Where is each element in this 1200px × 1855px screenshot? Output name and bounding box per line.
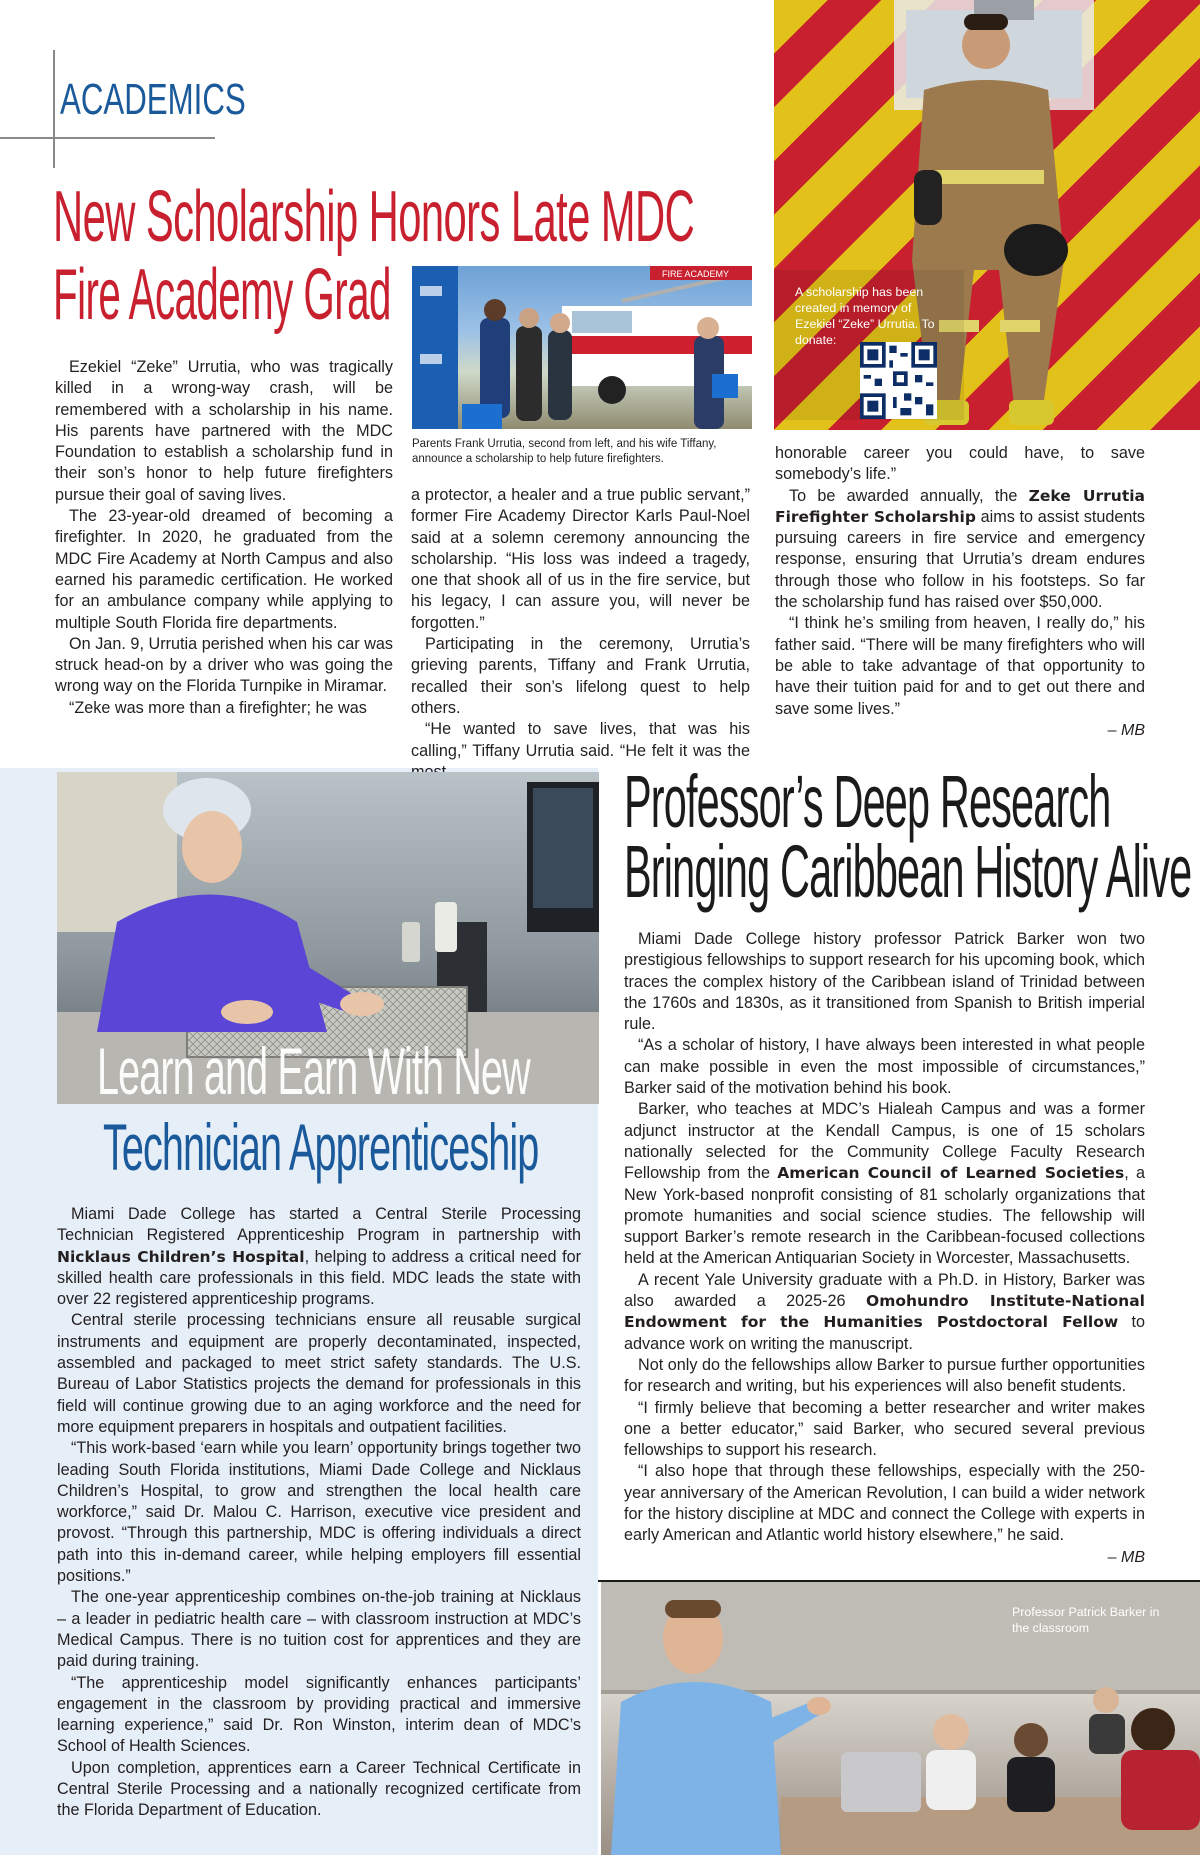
article1-paragraph (775, 486, 1145, 614)
qr-code-icon (860, 342, 937, 419)
article1-column2 (411, 485, 750, 783)
article1-paragraph: On Jan. 9, Urrutia perished when his car was struck head-on by a driver who was going the wrong way on the Florida Turnpike in Miramar. (55, 634, 393, 696)
article2-paragraph: “The apprenticeship model significantly enhances participants’ engagement in the classroom by providing practical and immersive learning experience,” said Dr. Ron Winston, interim dean of MDC’s School of Health Sciences. (57, 1673, 581, 1756)
firefighter-portrait (774, 0, 1200, 430)
article1-title-line2: Fire Academy Grad (53, 255, 391, 335)
article1-paragraph: “He wanted to save lives, that was his calling,” Tiffany Urrutia said. “He felt it was the (411, 720, 750, 760)
classroom-photo-caption: Professor Patrick Barker in the classroom (1012, 1605, 1160, 1635)
donate-qr-code[interactable] (860, 342, 937, 419)
portrait-caption: A scholarship has been created in memory of Ezekiel “Zeke” Urrutia. To donate: (795, 285, 935, 347)
section-label: ACADEMICS (60, 75, 246, 124)
partner-name: Nicklaus Children’s Hospital (57, 1247, 305, 1266)
article1-paragraph: The 23-year-old dreamed of becoming a firefighter. In 2020, he graduated from the MDC Fire Academy at North Campus and also earned his paramedic certification. He worked for an ambulance company while applying to multiple South Florida fire departments. (55, 507, 393, 632)
article3-paragraph: “As a scholar of history, I have always been interested in what people can make possible in even the most impossible of circumstances,” Barker said of the motivation behind his book. (624, 1036, 1145, 1098)
firefighter-illustration (774, 0, 1200, 430)
fellowship-org: American Council of Learned Societies (777, 1164, 1125, 1183)
article3-paragraph (624, 1099, 1145, 1269)
text-run: Barker, who teaches at MDC’s Hialeah Campus and was a former adjunct instructor at the Kendall Campus, is one of 15 scholars nationally selected for the Community College Faculty Research Fellowship from the (624, 1100, 1145, 1183)
text-run: , helping to address a critical need for skilled health care professionals in this field. MDC leads the state with over 22 registered apprenticeship programs. (57, 1247, 582, 1309)
article1-signature: – MB (1107, 721, 1145, 739)
scholarship-name: Zeke Urrutia Firefighter Scholarship (775, 486, 1145, 526)
text-run: aims to assist students pursuing careers in fire service and emergency response, ensuring that Urrutia’s dream endures through those who follow in his footsteps. So far the scholarship fund has raised over $50,000. (775, 507, 1145, 612)
article3-paragraph: “I firmly believe that becoming a better researcher and writer makes one a better educator,” said Barker, who secured several previous fellowships to support his research. (624, 1398, 1145, 1460)
article1-paragraph: Ezekiel “Zeke” Urrutia, who was tragically killed in a wrong-way crash, will be remembered with a scholarship in his name. His parents have partnered with the MDC Foundation to establish a scholarship fund in their son’s honor to help future firefighters pursue their goal of saving lives. (55, 358, 393, 504)
article1-title-line1: New Scholarship Honors Late MDC (53, 177, 695, 257)
article3-signature: – MB (1107, 1548, 1145, 1566)
article2-paragraph (57, 1204, 581, 1310)
article1-paragraph: “Zeke was more than a firefighter; he was (69, 698, 367, 717)
article1-paragraph: a protector, a healer and a true public servant,” former Fire Academy Director Karls Paul-Noel said at a solemn ceremony announcing the scholarship. “His loss was indeed a tragedy, one that shook all of us in the fire service, but his legacy, I can assure you, will never be forgotten.” (411, 486, 750, 632)
ceremony-photo (412, 266, 752, 429)
text-run: Miami Dade College has started a Central Sterile Processing Technician Registered Apprenticeship Program in partnership with (57, 1205, 581, 1245)
section-rule-vertical (53, 50, 55, 168)
text-run: , a New York-based nonprofit consisting of 81 scholarly organizations that promote humanities and social science studies. The fellowship will support Barker’s remote research in the Caribbean-focused collections held at the American Antiquarian Society in Worcester, Massachusetts. (624, 1164, 1146, 1268)
article2-title-line1: Learn and Earn With New (97, 1034, 530, 1108)
article2-body (57, 1204, 581, 1822)
article3-paragraph: Miami Dade College history professor Patrick Barker won two prestigious fellowships to support research for his upcoming book, which traces the complex history of the Caribbean island of Trinidad between the 1760s and 1830s, as it transitioned from Spanish to British imperial rule. (624, 930, 1145, 1034)
truck-sign-text: FIRE ACADEMY (662, 269, 730, 279)
article3-paragraph: Not only do the fellowships allow Barker to pursue further opportunities for research and writing, but his experiences will also benefit students. (624, 1355, 1145, 1396)
article2-title-line2: Technician Apprenticeship (103, 1110, 539, 1184)
article3-paragraph (624, 1270, 1145, 1355)
text-run: A recent Yale University graduate with a Ph.D. in History, Barker was also awarded a 2025-26 (624, 1270, 1145, 1311)
section-rule-horizontal (0, 137, 215, 139)
ceremony-scene-illustration (412, 266, 752, 429)
text-run: To be awarded annually, the (789, 486, 1029, 505)
ceremony-photo-caption: Parents Frank Urrutia, second from left, and his wife Tiffany, announce a scholarship to help future firefighters. (412, 438, 717, 465)
article3-paragraph: “I also hope that through these fellowships, especially with the 250-year anniversary of the American Revolution, I can build a wider network for the history discipline at MDC and connect the College with experts in early American and Atlantic world history elsewhere,” he said. (624, 1462, 1145, 1545)
article1-column3 (775, 443, 1145, 741)
text-run: to advance work on writing the manuscript. (624, 1313, 1145, 1353)
article2-paragraph: Central sterile processing technicians ensure all reusable surgical instruments and equipment are properly decontaminated, inspected, assembled and packaged to meet strict safety standards. The U.S. Bureau of Labor Statistics projects the demand for professionals in this field will continue growing due to an aging workforce and the need for more equipment preparers in hospitals and outpatient facilities. (57, 1311, 581, 1436)
article1-column1 (55, 357, 393, 719)
fellowship-name: Omohundro Institute-National Endowment for the Humanities Postdoctoral Fellow (624, 1292, 1145, 1332)
article2-paragraph: Upon completion, apprentices earn a Career Technical Certificate in Central Sterile Processing and a nationally recognized certificate from the Florida Department of Education. (57, 1758, 581, 1820)
article1-paragraph: honorable career you could have, to save somebody’s life.” (775, 444, 1145, 484)
article3-title-line2: Bringing Caribbean History Alive (624, 830, 1192, 913)
article2-paragraph: “This work-based ‘earn while you learn’ opportunity brings together two leading South Florida institutions, Miami Dade College and Nicklaus Children’s Hospital, to grow and strengthen the local health care workforce,” said Dr. Malou C. Harrison, executive vice president and provost. “Through this partnership, MDC is offering individuals a direct path into this in-demand career, while helping employers fill essential positions.” (57, 1439, 581, 1586)
article2-paragraph: The one-year apprenticeship combines on-the-job training at Nicklaus – a leader in pediatric health care – with classroom instruction at MDC’s Medical Campus. There is no tuition cost for apprentices and they are paid during training. (57, 1588, 581, 1671)
article3-body (624, 929, 1145, 1568)
article1-paragraph: “I think he’s smiling from heaven, I really do,” his father said. “There will be many firefighters who will be able to take advantage of that opportunity to have their tuition paid for and to get out there and save some lives.” (775, 614, 1145, 718)
article3-title-line1: Professor’s Deep Research (624, 760, 1111, 843)
article1-paragraph: Participating in the ceremony, Urrutia’s grieving parents, Tiffany and Frank Urrutia, recalled their son’s lifelong quest to help others. (411, 635, 750, 717)
